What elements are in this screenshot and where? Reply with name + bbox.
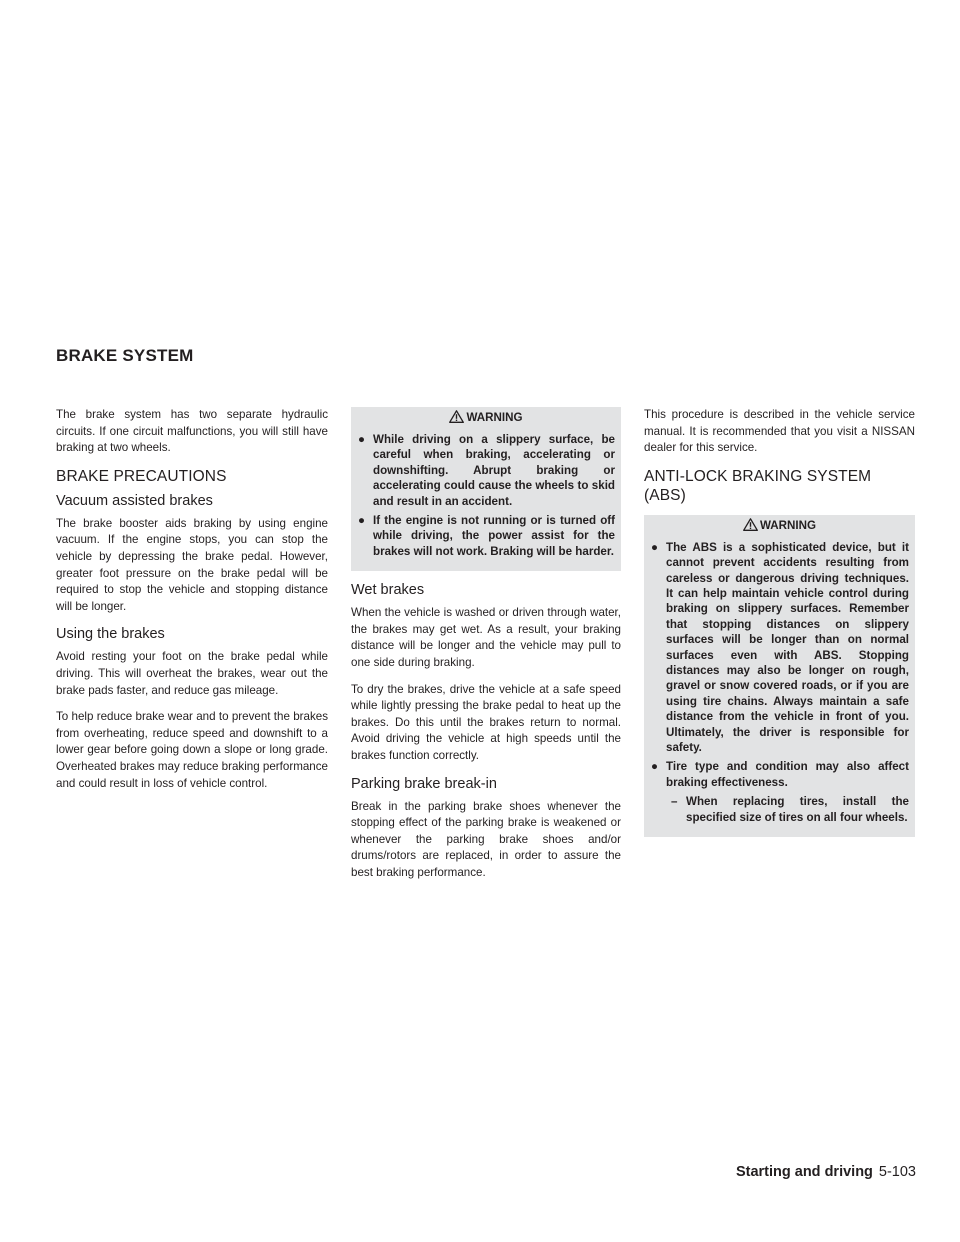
page-footer — [736, 1164, 916, 1180]
vacuum-paragraph: The brake booster aids braking by using engine vacuum. If the engine stops, you can stop the vehicle by depressing the brake pedal. However, greater foot pressure on the brake pedal will be required to stop the vehicle and stopping distance will be longer. — [56, 516, 328, 613]
warning-text: While driving on a slippery surface, be careful when braking, accelerating or downshifting. Abrupt braking or accelerating could cause the wheels to skid and result in an accident. — [373, 433, 615, 508]
warning-header — [357, 407, 615, 430]
footer-section-name: Starting and driving — [735, 1164, 873, 1180]
warning-triangle-icon — [743, 518, 758, 538]
warning-box — [351, 407, 621, 571]
warning-title: WARNING — [466, 411, 523, 424]
column-1 — [56, 407, 328, 802]
bullet-icon: ● — [651, 760, 659, 774]
abs-warning-box — [644, 515, 915, 837]
warning-text: Tire type and condition may also affect braking effectiveness. — [666, 760, 909, 789]
warning-list — [650, 540, 909, 825]
page-title: BRAKE SYSTEM — [56, 346, 194, 365]
warning-title: WARNING — [759, 518, 817, 532]
using-paragraph-1: Avoid resting your foot on the brake pedal while driving. This will overheat the brakes, wear out the brake pads faster, and reduce gas mileage. — [56, 650, 328, 697]
warning-item — [357, 513, 615, 559]
using-paragraph-2: To help reduce brake wear and to prevent the brakes from overheating, reduce speed and downshift to a lower gear before going down a slope or long grade. Overheated brakes may reduce braking performance and could result in loss of vehicle control. — [56, 710, 328, 790]
warning-header — [650, 515, 909, 538]
warning-item — [650, 759, 909, 825]
column-2 — [351, 407, 621, 892]
warning-triangle-icon — [449, 410, 464, 430]
brake-precautions-heading: BRAKE PRECAUTIONS — [56, 467, 227, 485]
intro-paragraph: The brake system has two separate hydraulic circuits. If one circuit malfunctions, you will still have braking at two wheels. — [56, 408, 328, 455]
service-paragraph: This procedure is described in the vehicle service manual. It is recommended that you visit a NISSAN dealer for this service. — [644, 408, 915, 455]
warning-sub-text: When replacing tires, install the specified size of tires on all four wheels. — [686, 795, 909, 824]
warning-text: The ABS is a sophisticated device, but it cannot prevent accidents resulting from careless or dangerous driving techniques. It can help maintain vehicle control during braking on slippery surfaces. Remember that stopping distances on slippery surfaces will be longer than on normal surfaces even with ABS. Stopping distances may also be longer on rough, gravel or snow covered roads, or if you are using tire chains. Always maintain a safe distance from the vehicle in front of you. Ultimately, the driver is responsible for safety. — [666, 540, 909, 755]
warning-item — [357, 432, 615, 509]
dash-icon: – — [671, 795, 678, 809]
warning-list — [357, 432, 615, 559]
warning-item — [650, 540, 909, 756]
warning-text: If the engine is not running or is turned off while driving, the power assist for the brakes will not work. Braking will be harder. — [373, 514, 615, 558]
parking-paragraph: Break in the parking brake shoes whenever the stopping effect of the parking brake is weakened or whenever the parking brake shoes and/or drums/rotors are replaced, in order to assure the best braking performance. — [351, 799, 621, 879]
wet-paragraph-2: To dry the brakes, drive the vehicle at a safe speed while lightly pressing the brake pedal to heat up the brakes. Do this until the brakes return to normal. Avoid driving the vehicle at high speeds until the brakes function correctly. — [351, 682, 621, 762]
using-brakes-heading: Using the brakes — [56, 626, 165, 643]
bullet-icon: ● — [358, 514, 366, 528]
bullet-icon: ● — [651, 540, 659, 554]
column-3 — [644, 407, 915, 847]
wet-brakes-heading: Wet brakes — [351, 582, 425, 599]
wet-paragraph-1: When the vehicle is washed or driven through water, the brakes may get wet. As a result, your braking distance will be longer and the vehicle may pull to one side during braking. — [351, 606, 621, 670]
warning-sub-item — [671, 794, 909, 825]
warning-sub-list — [666, 794, 909, 825]
vacuum-heading: Vacuum assisted brakes — [56, 492, 213, 509]
abs-heading: ANTI-LOCK BRAKING SYSTEM (ABS) — [644, 467, 872, 504]
parking-brake-heading: Parking brake break-in — [351, 775, 497, 792]
page-number: 5-103 — [878, 1164, 916, 1180]
bullet-icon: ● — [358, 433, 366, 446]
